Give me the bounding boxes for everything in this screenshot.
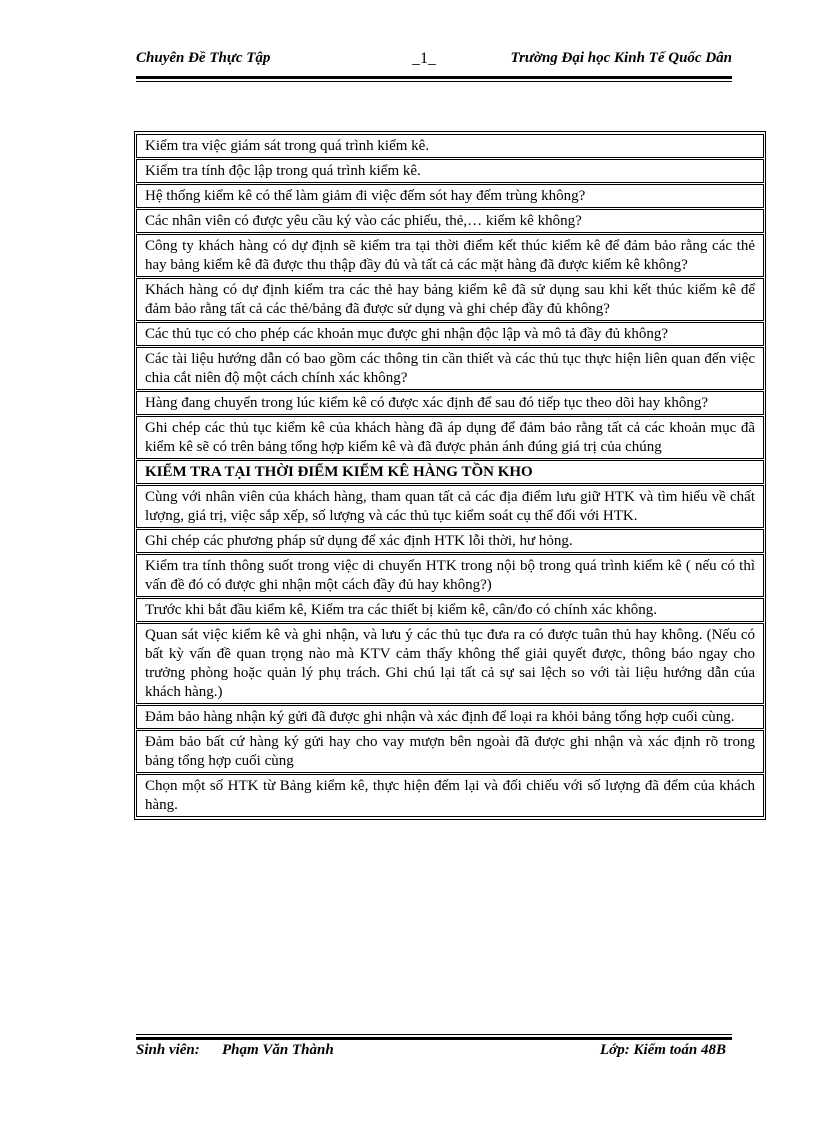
checklist-table <box>134 131 766 820</box>
table-row: Chọn một số HTK từ Bảng kiểm kê, thực hiện đếm lại và đối chiếu với số lượng đã đếm của khách hàng. <box>136 774 764 817</box>
table-row: Hệ thống kiểm kê có thể làm giảm đi việc đếm sót hay đếm trùng không? <box>136 184 764 208</box>
page-number: _1_ <box>412 50 436 67</box>
table-row: Các nhân viên có được yêu cầu ký vào các phiếu, thẻ,… kiểm kê không? <box>136 209 764 233</box>
page-footer <box>136 1042 732 1064</box>
table-row: Ghi chép các thủ tục kiểm kê của khách hàng đã áp dụng để đảm bảo rằng tất cả các khoản mục đã kiểm kê sẽ có trên bảng tổng hợp kiểm kê và đã được phản ánh đúng giá trị của chúng <box>136 416 764 459</box>
table-row: Đảm bảo bất cứ hàng ký gửi hay cho vay mượn bên ngoài đã được ghi nhận và xác định rõ trong bảng tổng hợp cuối cùng <box>136 730 764 773</box>
footer-rule-thin <box>136 1034 732 1035</box>
table-row: Cùng với nhân viên của khách hàng, tham quan tất cả các địa điểm lưu giữ HTK và tìm hiểu về chất lượng, giá trị, việc sắp xếp, số lượng và các thủ tục kiểm soát cụ thể đối với HTK. <box>136 485 764 528</box>
footer-rule-thick <box>136 1037 732 1040</box>
table-row: Hàng đang chuyển trong lúc kiểm kê có được xác định để sau đó tiếp tục theo dõi hay không? <box>136 391 764 415</box>
table-row: Quan sát việc kiểm kê và ghi nhận, và lưu ý các thủ tục đưa ra có được tuân thủ hay không. (Nếu có bất kỳ vấn đề quan trọng nào mà KTV cảm thấy không thể giải quyết được, thông báo ngay cho trưởng phòng hoặc quản lý phụ trách. Ghi chú lại tất cả sự sai lệch so với tài liệu hướng dẫn của khách hàng.) <box>136 623 764 704</box>
footer-student-label: Sinh viên: <box>136 1042 200 1058</box>
header-rule-thick <box>136 76 732 79</box>
table-row: Ghi chép các phương pháp sử dụng để xác định HTK lỗi thời, hư hỏng. <box>136 529 764 553</box>
table-row: Kiểm tra tính độc lập trong quá trình kiểm kê. <box>136 159 764 183</box>
header-report-title: Chuyên Đề Thực Tập <box>136 50 271 66</box>
footer-class: Lớp: Kiểm toán 48B <box>600 1042 726 1058</box>
section-heading-row: KIỂM TRA TẠI THỜI ĐIỂM KIỂM KÊ HÀNG TỒN KHO <box>136 460 764 484</box>
table-row: Các thủ tục có cho phép các khoản mục được ghi nhận độc lập và mô tả đầy đủ không? <box>136 322 764 346</box>
table-row: Công ty khách hàng có dự định sẽ kiểm tra tại thời điểm kết thúc kiểm kê để đảm bảo rằng các thẻ hay bảng kiểm kê đã được thu thập đầy đủ và tất cả các mặt hàng đã được kiểm kê không? <box>136 234 764 277</box>
table-row: Kiểm tra tính thông suốt trong việc di chuyển HTK trong nội bộ trong quá trình kiểm kê ( nếu có thì vấn đề đó có được ghi nhận một cách đầy đủ hay không?) <box>136 554 764 597</box>
header-university: Trường Đại học Kinh Tế Quốc Dân <box>510 50 732 66</box>
table-row: Đảm bảo hàng nhận ký gửi đã được ghi nhận và xác định để loại ra khỏi bảng tổng hợp cuối cùng. <box>136 705 764 729</box>
table-row: Các tài liệu hướng dẫn có bao gồm các thông tin cần thiết và các thủ tục thực hiện liên quan đến việc chia cắt niên độ một cách chính xác không? <box>136 347 764 390</box>
table-row: Khách hàng có dự định kiểm tra các thẻ hay bảng kiểm kê đã sử dụng sau khi kết thúc kiểm kê để đảm bảo rằng tất cả các thẻ/bảng đã được sử dụng và ghi chép đầy đủ không? <box>136 278 764 321</box>
page-header <box>136 48 732 76</box>
table-row: Kiểm tra việc giám sát trong quá trình kiểm kê. <box>136 134 764 158</box>
header-rule-thin <box>136 81 732 82</box>
footer-student-name: Phạm Văn Thành <box>222 1042 334 1058</box>
table-row: Trước khi bắt đầu kiểm kê, Kiểm tra các thiết bị kiểm kê, cân/đo có chính xác không. <box>136 598 764 622</box>
